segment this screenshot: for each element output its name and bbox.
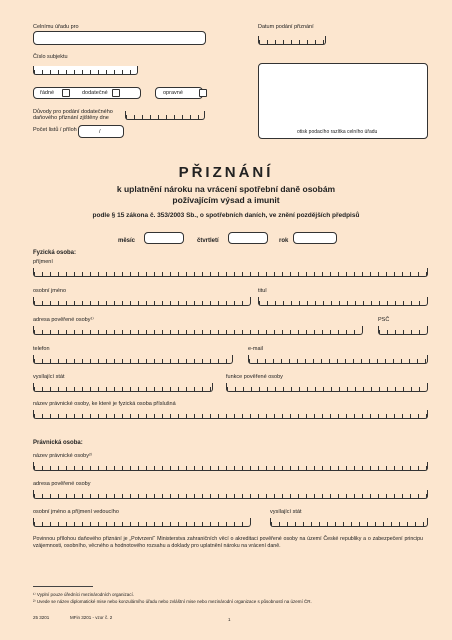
page-number: 1 <box>228 617 231 622</box>
zip-field[interactable] <box>378 326 428 335</box>
first-name-label: osobní jméno <box>33 288 67 294</box>
subject-field[interactable] <box>33 66 138 75</box>
first-name-field[interactable] <box>33 297 251 306</box>
head-name-field[interactable] <box>33 518 251 527</box>
type-additional-label: dodatečné <box>82 90 108 96</box>
form-code: 25 3201 <box>33 615 50 620</box>
period-month-field[interactable] <box>144 232 184 244</box>
office-field[interactable] <box>33 31 206 45</box>
subtitle-line2: požívajícím výsad a imunit <box>172 195 280 205</box>
reasons-date-field[interactable] <box>125 111 205 120</box>
legal-person-heading: Právnická osoba: <box>33 440 83 446</box>
sheets-label: Počet listů / příloh <box>33 127 77 133</box>
sending-state-field[interactable] <box>33 383 213 392</box>
phone-field[interactable] <box>33 355 233 364</box>
address-field[interactable] <box>33 326 363 335</box>
sheets-field[interactable] <box>78 125 124 138</box>
stamp-box <box>258 63 428 139</box>
footnote-2: ²⁾ Uvede se název diplomatické mise nebo konzulárního úřadu nebo zvláštní mise nebo mezinárodní organizace s působností na území ČR. <box>33 599 312 604</box>
sending-state-label: vysílající stát <box>33 374 65 380</box>
type-regular-label: řádné <box>40 90 55 96</box>
head-name-label: osobní jméno a příjmení vedoucího <box>33 509 119 515</box>
function-field[interactable] <box>226 383 428 392</box>
period-quarter-field[interactable] <box>228 232 268 244</box>
period-year-field[interactable] <box>293 232 337 244</box>
period-month-label: měsíc <box>118 238 136 244</box>
phone-label: telefon <box>33 346 50 352</box>
legal-sending-state-label: vysílající stát <box>270 509 302 515</box>
zip-label: PSČ <box>378 317 390 323</box>
period-year-label: rok <box>279 238 289 244</box>
subtitle-line3: podle § 15 zákona č. 353/2003 Sb., o spotřebních daních, ve znění pozdějších předpisů <box>92 212 360 219</box>
type-additional-checkbox[interactable] <box>112 89 120 97</box>
email-label: e-mail <box>248 346 263 352</box>
degree-field[interactable] <box>258 297 428 306</box>
page-title: PŘIZNÁNÍ <box>178 164 274 181</box>
stamp-label: otisk podacího razítka celního úřadu <box>297 129 378 135</box>
footnote-divider <box>33 586 93 587</box>
date-label: Datum podání přiznání <box>258 24 314 30</box>
subtitle-line1: k uplatnění nároku na vrácení spotřební daně osobám <box>116 184 336 194</box>
subject-label: Číslo subjektu <box>33 54 68 60</box>
date-field[interactable] <box>258 36 326 45</box>
sheets-separator: / <box>99 129 101 135</box>
legal-name-field[interactable] <box>33 462 428 471</box>
reasons-label: Důvody pro podání dodatečného daňového přiznání zjištěny dne <box>33 109 113 121</box>
email-field[interactable] <box>248 355 428 364</box>
entity-name-field[interactable] <box>33 410 428 419</box>
office-label: Celnímu úřadu pro <box>33 24 79 30</box>
degree-label: titul <box>258 288 267 294</box>
legal-address-label: adresa pověřené osoby <box>33 481 91 487</box>
attachment-notice: Povinnou přílohou daňového přiznání je „Potvrzení“ Ministerstva zahraničních věcí o akreditaci pověřené osoby na území České republiky a o zabezpečení principu vzájemnosti, osobního, věcného a hodnotového rozsahu a doklady pro uplatnění nároku na vrácení daně. <box>33 536 423 549</box>
surname-label: příjmení <box>33 259 53 265</box>
type-corrective-label: opravné <box>163 90 183 96</box>
natural-person-heading: Fyzická osoba: <box>33 250 77 256</box>
function-label: funkce pověřené osoby <box>226 374 283 380</box>
form-version: MFin 3201 - vzor č. 2 <box>70 615 113 620</box>
footnote-1: ¹⁾ Vyplní pouze úředníci mezinárodních organizací. <box>33 592 134 597</box>
legal-sending-state-field[interactable] <box>270 518 428 527</box>
type-regular-checkbox[interactable] <box>62 89 70 97</box>
legal-name-label: název právnické osoby²⁾ <box>33 453 93 459</box>
period-quarter-label: čtvrtletí <box>197 238 219 244</box>
address-label: adresa pověřené osoby¹⁾ <box>33 317 94 323</box>
type-corrective-checkbox[interactable] <box>199 89 207 97</box>
surname-field[interactable] <box>33 268 428 277</box>
legal-address-field[interactable] <box>33 490 428 499</box>
entity-name-label: název právnické osoby, ke které je fyzická osoba příslušná <box>33 401 176 407</box>
